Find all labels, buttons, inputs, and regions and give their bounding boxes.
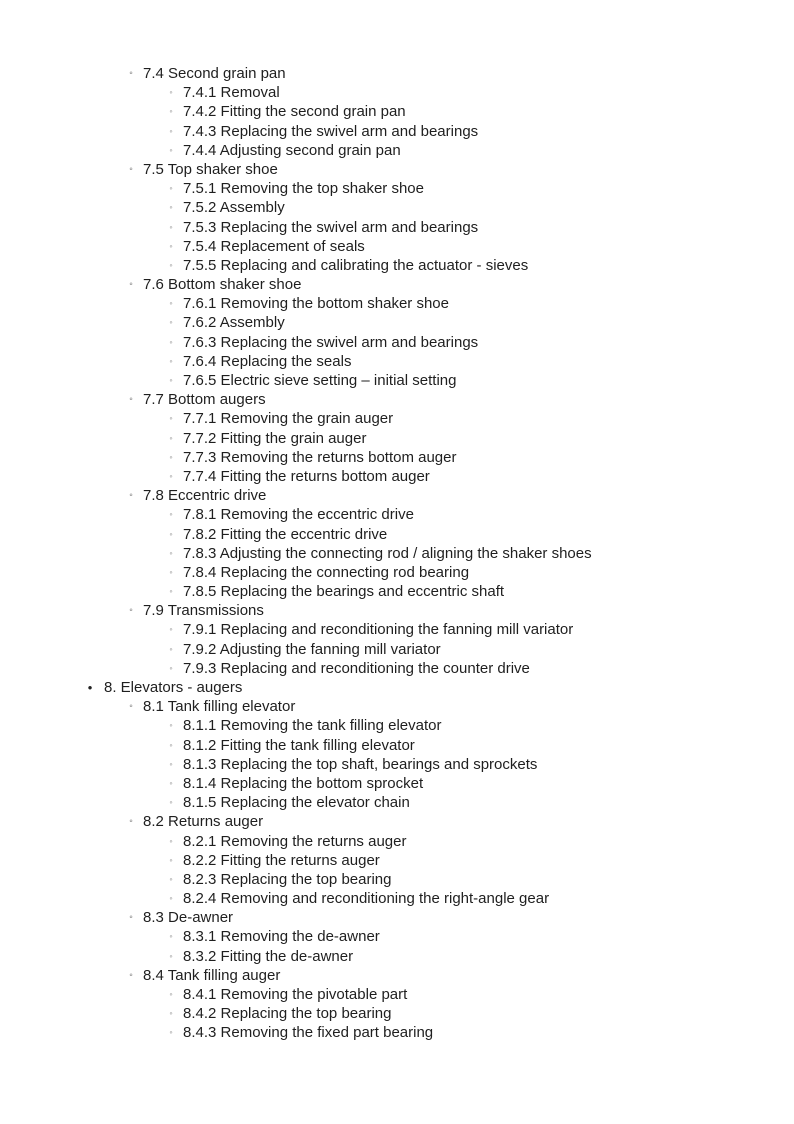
topic-item [0,851,794,870]
table-of-contents [0,64,794,1043]
hollow-bullet-icon: ◦ [169,797,173,808]
subsection-item [0,486,794,505]
hollow-bullet-icon: ◦ [169,317,173,328]
hollow-bullet-icon: ◦ [169,451,173,462]
hollow-bullet-icon: ◦ [169,1027,173,1038]
item-label: 7.7.4 Fitting the returns bottom auger [183,467,430,485]
hollow-bullet-icon: ◦ [169,758,173,769]
item-label: 8.1.3 Replacing the top shaft, bearings and sprockets [183,755,538,773]
topic-item [0,467,794,486]
topic-item [0,985,794,1004]
hollow-bullet-icon: ◦ [169,854,173,865]
subsection-item [0,697,794,716]
hollow-bullet-icon: ◦ [129,816,133,828]
subsection-item [0,275,794,294]
item-label: 7.5.1 Removing the top shaker shoe [183,180,424,198]
hollow-bullet-icon: ◦ [169,259,173,270]
item-label: 8.2 Returns auger [143,813,264,831]
item-label: 7.7.1 Removing the grain auger [183,410,394,428]
item-label: 8.1.5 Replacing the elevator chain [183,794,410,812]
hollow-bullet-icon: ◦ [169,221,173,232]
item-label: 8.2.1 Removing the returns auger [183,832,407,850]
item-label: 7.5.5 Replacing and calibrating the actuator - sieves [183,256,529,274]
hollow-bullet-icon: ◦ [129,605,133,617]
topic-item [0,716,794,735]
hollow-bullet-icon: ◦ [169,835,173,846]
hollow-bullet-icon: ◦ [169,470,173,481]
topic-item [0,793,794,812]
item-label: 8.4.1 Removing the pivotable part [183,986,408,1003]
subsection-item [0,160,794,179]
hollow-bullet-icon: ◦ [169,240,173,251]
item-label: 7.8.5 Replacing the bearings and eccentric shaft [183,583,505,601]
hollow-bullet-icon: ◦ [169,432,173,443]
topic-item [0,947,794,966]
topic-item [0,102,794,121]
item-label: 8.2.3 Replacing the top bearing [183,870,392,888]
topic-item [0,256,794,275]
topic-item [0,179,794,198]
hollow-bullet-icon: ◦ [169,566,173,577]
hollow-bullet-icon: ◦ [169,509,173,520]
item-label: 7.9 Transmissions [143,602,264,620]
hollow-bullet-icon: ◦ [169,547,173,558]
hollow-bullet-icon: ◦ [129,279,133,291]
hollow-bullet-icon: ◦ [169,931,173,942]
item-label: 8.1.1 Removing the tank filling elevator [183,717,442,735]
item-label: 8.1.4 Replacing the bottom sprocket [183,774,424,792]
topic-item [0,525,794,544]
hollow-bullet-icon: ◦ [169,950,173,961]
topic-item [0,832,794,851]
subsection-item [0,390,794,409]
subsection-item [0,64,794,83]
topic-item [0,122,794,141]
hollow-bullet-icon: ◦ [169,739,173,750]
item-label: 8.3 De-awner [143,909,234,927]
hollow-bullet-icon: ◦ [169,87,173,98]
topic-item [0,198,794,217]
topic-item [0,582,794,601]
hollow-bullet-icon: ◦ [169,298,173,309]
topic-item [0,889,794,908]
subsection-item [0,966,794,985]
hollow-bullet-icon: ◦ [169,662,173,673]
item-label: 7.7 Bottom augers [143,391,266,409]
item-label: 7.7.3 Removing the returns bottom auger [183,448,457,466]
hollow-bullet-icon: ◦ [169,720,173,731]
topic-item [0,870,794,889]
hollow-bullet-icon: ◦ [169,355,173,366]
item-label: 8.1 Tank filling elevator [143,698,296,716]
hollow-bullet-icon: ◦ [169,989,173,999]
topic-item [0,218,794,237]
topic-item [0,313,794,332]
topic-item [0,927,794,946]
hollow-bullet-icon: ◦ [169,125,173,136]
item-label: 7.9.3 Replacing and reconditioning the counter drive [183,659,530,677]
hollow-bullet-icon: ◦ [129,490,133,502]
topic-item [0,640,794,659]
topic-item [0,333,794,352]
item-label: 8.4 Tank filling auger [143,966,281,984]
hollow-bullet-icon: ◦ [169,528,173,539]
hollow-bullet-icon: ◦ [169,413,173,424]
item-label: 7.9.2 Adjusting the fanning mill variator [183,640,441,658]
hollow-bullet-icon: ◦ [169,106,173,117]
item-label: 7.6.2 Assembly [183,314,285,332]
subsection-item [0,908,794,927]
topic-item [0,141,794,160]
item-label: 7.5.3 Replacing the swivel arm and bearings [183,218,479,236]
item-label: 7.5 Top shaker shoe [143,160,278,178]
hollow-bullet-icon: ◦ [169,777,173,788]
item-label: 7.4.3 Replacing the swivel arm and bearings [183,122,479,140]
item-label: 8.3.2 Fitting the de-awner [183,947,354,965]
section-item [0,678,794,697]
hollow-bullet-icon: ◦ [129,912,133,924]
item-label: 7.8 Eccentric drive [143,487,267,505]
item-label: 7.5.4 Replacement of seals [183,237,365,255]
topic-item [0,659,794,678]
topic-item [0,544,794,563]
item-label: 8.2.4 Removing and reconditioning the right-angle gear [183,890,550,908]
hollow-bullet-icon: ◦ [169,183,173,194]
subsection-item [0,812,794,831]
item-label: 8.3.1 Removing the de-awner [183,928,380,946]
item-label: 7.6 Bottom shaker shoe [143,276,302,294]
item-label: 7.5.2 Assembly [183,199,285,217]
item-label: 8.4.2 Replacing the top bearing [183,1005,392,1023]
topic-item [0,294,794,313]
topic-item [0,563,794,582]
item-label: 7.6.3 Replacing the swivel arm and bearings [183,333,479,351]
item-label: 7.8.2 Fitting the eccentric drive [183,525,388,543]
item-label: 7.9.1 Replacing and reconditioning the fanning mill variator [183,621,574,639]
topic-item [0,448,794,467]
hollow-bullet-icon: ◦ [169,336,173,347]
hollow-bullet-icon: ◦ [169,643,173,654]
topic-item [0,83,794,102]
item-label: 7.8.1 Removing the eccentric drive [183,506,414,524]
hollow-bullet-icon: ◦ [169,202,173,213]
item-label: 7.4 Second grain pan [143,65,286,82]
topic-item [0,409,794,428]
hollow-bullet-icon: ◦ [169,375,173,385]
item-label: 8. Elevators - augers [104,679,243,696]
hollow-bullet-icon: ◦ [169,1008,173,1019]
hollow-bullet-icon: ◦ [169,624,173,635]
item-label: 7.6.4 Replacing the seals [183,352,352,370]
hollow-bullet-icon: ◦ [169,873,173,884]
hollow-bullet-icon: ◦ [129,969,133,981]
topic-item [0,1023,794,1042]
topic-item [0,505,794,524]
topic-item [0,237,794,256]
hollow-bullet-icon: ◦ [129,394,133,406]
item-label: 8.1.2 Fitting the tank filling elevator [183,736,415,754]
topic-item [0,429,794,448]
item-label: 7.6.5 Electric sieve setting – initial setting [183,372,457,389]
item-label: 7.4.4 Adjusting second grain pan [183,141,401,159]
topic-item [0,755,794,774]
topic-item [0,774,794,793]
item-label: 7.8.4 Replacing the connecting rod bearing [183,563,470,581]
hollow-bullet-icon: ◦ [169,144,173,155]
topic-item [0,352,794,371]
item-label: 8.2.2 Fitting the returns auger [183,851,380,869]
subsection-item [0,601,794,620]
hollow-bullet-icon: ◦ [169,586,173,597]
item-label: 7.7.2 Fitting the grain auger [183,429,367,447]
topic-item [0,1004,794,1023]
hollow-bullet-icon: ◦ [129,701,133,713]
item-label: 7.8.3 Adjusting the connecting rod / aligning the shaker shoes [183,544,592,562]
hollow-bullet-icon: ◦ [129,163,133,175]
topic-item [0,736,794,755]
item-label: 7.4.1 Removal [183,84,280,102]
bullet-icon: • [87,680,93,695]
item-label: 7.4.2 Fitting the second grain pan [183,103,406,121]
item-label: 7.6.1 Removing the bottom shaker shoe [183,295,449,313]
topic-item [0,620,794,639]
hollow-bullet-icon: ◦ [129,68,133,79]
item-label: 8.4.3 Removing the fixed part bearing [183,1024,434,1042]
topic-item [0,371,794,390]
hollow-bullet-icon: ◦ [169,893,173,904]
